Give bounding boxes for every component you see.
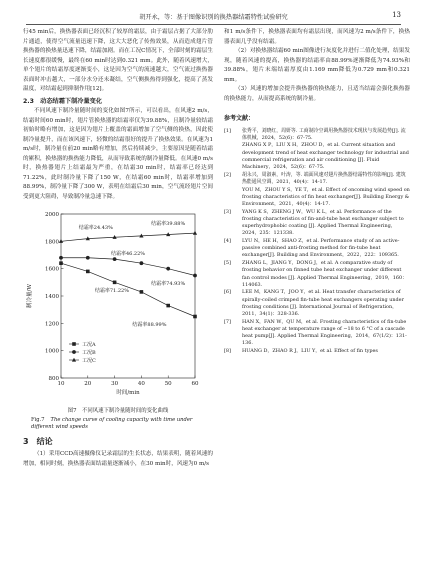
data-point bbox=[86, 256, 90, 260]
reference-item bbox=[224, 209, 410, 238]
y-tick-label: 1800 bbox=[45, 239, 59, 246]
reference-item bbox=[224, 289, 410, 318]
references-heading: 参考文献： bbox=[224, 115, 255, 122]
reference-text: HAN X，FAN W，QU M，et al. Frosting characteristics of fin-tube heat exchanger at temperature range of −18 to 6 °C of a cascade heat pump[J]. Applied Thermal Engineering，2014，67(1/2)：131-136. bbox=[242, 318, 407, 347]
cooling-capacity-chart bbox=[23, 206, 213, 406]
reference-number: [8] bbox=[224, 348, 231, 355]
annotation-label: 结霜率39.88% bbox=[151, 220, 186, 227]
reference-number: [3] bbox=[224, 208, 231, 215]
figure-label: Fig.7 bbox=[31, 416, 45, 423]
reference-text: YOU M，ZHOU Y S，YE T，et al. Effect of oncoming wind speed on frosting characteristics of fin heat exchanger[J]. Building Energy & Environment，2021，40(4)：14-17. bbox=[242, 186, 410, 208]
legend-label: 工况C bbox=[82, 358, 96, 364]
x-tick-label: 50 bbox=[164, 381, 172, 387]
data-point bbox=[140, 261, 144, 265]
reference-item bbox=[224, 187, 410, 209]
y-tick-label: 1600 bbox=[45, 266, 59, 273]
data-point bbox=[193, 231, 197, 235]
reference-item bbox=[224, 348, 410, 355]
figure-caption-en bbox=[23, 417, 213, 432]
reference-number: [7] bbox=[224, 318, 231, 325]
y-tick-label: 800 bbox=[48, 376, 59, 382]
page-number: 13 bbox=[392, 11, 401, 19]
series-line bbox=[61, 258, 195, 276]
reference-item bbox=[224, 172, 410, 186]
reference-text: ZHANG X P，LIU X H，ZHOU D，et al. Current situation and development trend of heat exchanger technology for industrial and commercial refrigeration and air conditioning [J]. Fluid Machinery，2024，52(6)：67-75. bbox=[242, 142, 409, 171]
annotation-label: 结霜率24.43% bbox=[78, 225, 113, 232]
x-tick-label: 10 bbox=[57, 381, 65, 387]
x-tick-label: 30 bbox=[111, 381, 119, 387]
series-line bbox=[61, 233, 195, 241]
data-point bbox=[166, 267, 170, 271]
running-header bbox=[26, 8, 401, 25]
reference-number: [5] bbox=[224, 260, 231, 267]
reference-item bbox=[224, 260, 410, 289]
data-point bbox=[113, 257, 117, 261]
annotation-label: 结霜率71.22% bbox=[94, 287, 129, 294]
body-paragraph: 不同风速下制冷量随时间的变化如图7所示，可以看出，在风速2 m/s，结霜时间60 min时，翅片管换热器的结霜率仅为39.88%，且制冷量较结霜初始时略有增加，这是因为翅片上覆盖的霜面增加了空气侧的换热，因此使制冷量提升，而在该风速下，轻微的结霜很好的提升了换热效果。在风速为1 m/s时，制冷量在前20 min略有增加，然后持续减少，主要原因是随着结霜的累积，换热器的换热能力降低，从而导致系统的制冷量降低。在风速0 m/s时，换热器翅片上结霜最为严重，在结霜30 min时，结霜率已经达到71.22%，此时制冷量下降了150 W，在结霜60 min时，结霜率增加到88.99%，制冷量下降了300 W，表明在结霜后30 min，空气流经翅片空间受到更大阻碍，导致制冷量急速下降。 bbox=[23, 108, 213, 200]
left-column bbox=[23, 28, 213, 469]
data-point bbox=[113, 281, 117, 285]
body-paragraph: 行45 min后，换热器表面已经沉积了较厚的霜层，由于霜层占据了大部分肋片通道，使得空气流量迅速下降，这大大恶化了传热效果，从而造成翅片管换热器的换热量迅速下降，结霜加剧。而在工况C情况下，全部时刻的霜层生长速度都很缓慢，最终在60 min时达到0.321 mm。此外，随着风速增大，单个翅片的结霜厚度逐渐变小，这是因为空气的流速越大，空气流过换热器表面时冲击越大，一部分水分还未凝结，空气侧换热得到强化，提高了蒸发温度，对结霜起到抑制作用[12]。 bbox=[23, 29, 213, 92]
figure-caption-en-text: The change curve of cooling capacity with time under different wind speeds bbox=[31, 416, 193, 430]
data-point bbox=[59, 256, 63, 260]
legend-label: 工况A bbox=[82, 342, 96, 348]
x-tick-label: 40 bbox=[137, 381, 145, 387]
y-tick-label: 2000 bbox=[45, 212, 59, 218]
reference-item bbox=[224, 128, 410, 142]
data-point bbox=[86, 270, 90, 274]
data-point bbox=[59, 261, 63, 265]
reference-item bbox=[224, 238, 410, 260]
reference-number: [4] bbox=[224, 238, 231, 245]
x-tick-label: 20 bbox=[84, 381, 92, 387]
reference-number: [1] bbox=[224, 127, 231, 134]
y-axis-label: 制冷量/W bbox=[27, 283, 33, 309]
x-tick-label: 60 bbox=[191, 381, 199, 387]
figure-caption-cn: 图7 不同风速下制冷量随时间的变化曲线 bbox=[67, 408, 169, 414]
reference-text: HUANG D，ZHAO R J，LIU Y，et al. Effect of fin types bbox=[242, 348, 378, 355]
data-point bbox=[193, 315, 197, 319]
annotation-label: 结霜率46.22% bbox=[110, 251, 146, 257]
legend-label: 工况B bbox=[82, 350, 96, 356]
reference-text: 张秀平，刘晓红，周妍等. 工商制冷空调用换热器技术现状与发展趋势[J]. 流体机械，2024，52(6)：67-75. bbox=[242, 127, 406, 141]
reference-list bbox=[224, 128, 410, 356]
reference-text: LYU N，HE H，SHAO Z，et al. Performance study of an active-passive combined anti-frosting method for fin-tube heat exchanger[J]. Building and Environment，2022，222：109365. bbox=[242, 238, 400, 259]
body-paragraph: （1）采用CCD高速摄像仪记录霜层的生长状态，结果表明，随着风速的增加，相同时刻，换热器表面结霜量逐渐减小，在30 min时，风速为0 m/s bbox=[23, 451, 213, 467]
annotation-label: 结霜率88.99% bbox=[132, 322, 167, 329]
conclusion-heading: 3 结论 bbox=[23, 436, 53, 446]
reference-text: LEE M，KANG T，JOO Y，et al. Heat transfer characteristics of spirally-coiled crimped fin-tube heat exchangers operating under frosting conditions [J]. International Journal of Refrigeration，2011，34(1)：328-336. bbox=[242, 289, 404, 318]
running-title: 胡开永，等：基于图像识别的换热器结霜特性试验研究 bbox=[139, 14, 288, 21]
annotation-label: 结霜率74.93% bbox=[151, 281, 186, 288]
data-point bbox=[140, 290, 144, 294]
data-point bbox=[166, 304, 170, 308]
legend-marker bbox=[72, 350, 76, 354]
reference-text: ZHANG L，JIANG Y，DONG J，et al. A comparative study of frosting behavior on finned tube heat exchanger under different fan control modes [J]. Applied Thermal Engineering，2019，160：114063. bbox=[242, 260, 407, 288]
x-axis-label: 时间/min bbox=[116, 390, 140, 396]
y-tick-label: 1200 bbox=[45, 321, 59, 328]
body-paragraph: 和1 m/s条件下，换热器表面均有霜层出现，而风速为2 m/s条件下，换热器表面几乎没有结霜。 bbox=[224, 29, 410, 45]
body-paragraph: （2）对换热器结霜60 min图像进行灰度化并进行二值化处理，结果发现，随着风速的提高，换热器的结霜率由88.99%逐渐降低为74.93%和39.88%，翅片末端结霜厚度由1.169 mm降低为0.729 mm和0.321 mm。 bbox=[224, 48, 410, 83]
y-tick-label: 1000 bbox=[45, 348, 59, 355]
reference-item bbox=[224, 142, 410, 171]
reference-number: [2] bbox=[224, 171, 231, 178]
data-point bbox=[193, 274, 197, 278]
reference-number: [6] bbox=[224, 289, 231, 296]
reference-item bbox=[224, 319, 410, 348]
body-paragraph: （3）风速的增加会提升换热器的换热能力，且适当结霜会强化换热器的换热能力，从而提高系统的制冷量。 bbox=[224, 86, 410, 102]
figure-7 bbox=[23, 206, 213, 406]
reference-text: 胡永兴，周淑素，叶涛，等. 端面风速对翅片换热器结霜特性的影响[J]. 建筑热能通风空调，2021，40(4)：14-17. bbox=[242, 171, 406, 185]
section-heading: 2.3 动态结霜下制冷量变化 bbox=[23, 97, 103, 105]
reference-text: YANG K S，ZHENG J W，WU K L，et al. Performance of the frosting characteristics of fin-and-tube heat exchanger subject to superhydrophobic coating [J]. Applied Thermal Engineering，2024，235：121338. bbox=[242, 208, 404, 237]
right-column bbox=[224, 28, 410, 356]
y-tick-label: 1400 bbox=[45, 294, 59, 300]
legend-marker bbox=[72, 342, 76, 346]
